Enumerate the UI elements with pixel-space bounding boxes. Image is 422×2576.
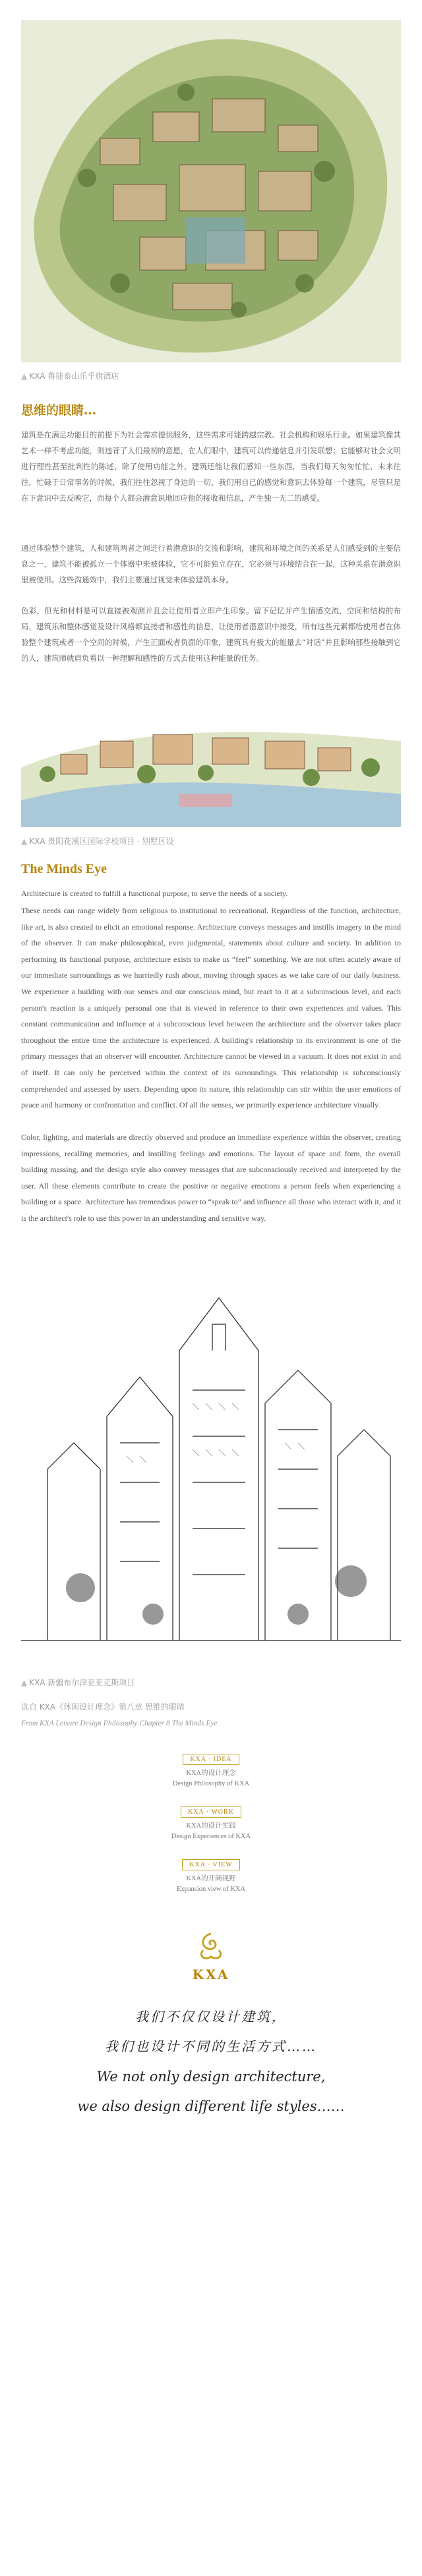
caption-triangle-icon: ▲: [21, 372, 28, 381]
paragraph-en-2: These needs can range widely from religious to institutional to recreational. Regardless of the function, architecture, like art, is also created to elicit an emotional response. Architecture conveys messages and instills imagery in the mind of the observer. It can make philosophical, even judgmental, statements about culture and society. In addition to performing its functional purpose, architecture exists to make us “feel” something. We are not often acutely aware of our immediate surroundings as we hurriedly rush about, moving through spaces as we take care of our daily business. We experience a building with our senses and our conscious mind, but react to it at a subconscious level, and each person's reaction is a uniquely personal one that is viewed in reference to their own experiences and values. This constant communication and influence at a subconscious level between the architecture and the observer takes place throughout the entire time the architecture is experienced. A building's relationship to its environment is one of the primary messages that an observer will encounter. Architecture cannot be viewed in a vacuum. It does not exist in and of itself. It can only be perceived within the context of its surroundings. This relationship is subconsciously comprehended and assessed by users. Depending upon its nature, this relationship can stir within the user emotions of peace and harmony or confrontation and conflict. Of all the senses, we primarily experience architecture visually.: [21, 906, 401, 1110]
slogan-en-2: we also design different life styles……: [77, 2098, 345, 2114]
section-title-en: The Minds Eye: [21, 862, 107, 876]
menu-badge-view: KXA · VIEW: [182, 1859, 239, 1870]
sketch-drawing-image: [21, 1272, 401, 1667]
menu-item-idea[interactable]: [0, 1752, 422, 1787]
source-cn: 选自 KXA《休闲设计理念》第八章 思维的眼睛: [21, 1702, 185, 1712]
kxa-logo: [0, 1930, 422, 1982]
menu-en-work: Design Experiences of KXA: [171, 1833, 251, 1840]
menu-badge-idea: KXA · IDEA: [183, 1754, 239, 1765]
paragraph-en-3: Color, lighting, and materials are directly observed and produce an immediate experience within the observer, creating impressions, recalling memories, and instilling feelings and emotions. The layout of space and form, the overall building massing, and the design style also convey messages that are subconsciously received and interpreted by the user. All these elements contribute to create the positive or negative emotions a person feels when experiencing a building or a space. Architecture has tremendous power to “speak to” and influence all those who interact with it, and it is the architect's role to use this power in an understanding and sensitive way.: [21, 1133, 401, 1223]
source-en: From KXA Leisure Design Philosophy Chapter 8 The Minds Eye: [21, 1720, 218, 1727]
sketch-drawing-svg: [21, 1272, 401, 1667]
menu-item-view[interactable]: [0, 1858, 422, 1893]
aerial-caption-text: KXA 鲁能泰山乐乎旗酒店: [29, 372, 119, 381]
paragraph-cn-3: 色彩，但光和材料是可以直接被观测并且会让使用者立即产生印象。留下记忆并产生情感交流，空间和结构的布局，建筑乐和整体感觉及设计风格都直接者和感性的信息，让使用者潜意识中接受，所有这些元素都给使用者在体验整个建筑或者一个空间的时候，产生正面或者负面的印象，建筑具有极大的能量去“对话”并且影响那些接触到它的人，建筑师就肩负着以一种理解和感性的方式去使用这种能量的任务。: [21, 606, 401, 663]
kxa-logo-text: KXA: [192, 1967, 230, 1982]
menu-badge-work: KXA · WORK: [181, 1806, 241, 1818]
aerial-caption: [21, 370, 119, 381]
menu-cn-view: KXA的开阔视野: [186, 1875, 236, 1882]
slogan-en-1: We not only design architecture,: [96, 2069, 326, 2085]
caption-triangle-icon: ▲: [21, 837, 28, 846]
slogan-cn-2: 我们也设计不同的生活方式……: [105, 2038, 317, 2054]
section-title-cn: 思维的眼睛…: [21, 403, 97, 418]
caption-triangle-icon: ▲: [21, 1678, 28, 1687]
aerial-rendering-svg: [21, 20, 401, 362]
river-caption-text: KXA 贵阳花溪区国际学校项目 · 别墅区设: [29, 837, 174, 846]
menu-en-view: Expansion view of KXA: [176, 1886, 246, 1893]
paragraph-en-1: Architecture is created to fulfill a functional purpose, to serve the needs of a society.: [21, 889, 288, 898]
sketch-caption-text: KXA 新疆布尔津亚亚克斯项目: [29, 1678, 135, 1687]
menu-item-work[interactable]: [0, 1805, 422, 1840]
kxa-logo-mark-icon: [191, 1930, 231, 1963]
menu-cn-work: KXA的设计实践: [186, 1822, 236, 1830]
menu-cn-idea: KXA的设计理念: [186, 1770, 236, 1777]
menu-en-idea: Design Philosophy of KXA: [172, 1780, 250, 1787]
paragraph-cn-2: 通过体验整个建筑，人和建筑两者之间进行着潜意识的交流和影响，建筑和环境之间的关系是人们感受到的主要信息之一，建筑不能被孤立一个体器中来被体验，它不可能独立存在，它必须与环境结合在一起，这种关系在潜意识里被使用。这些沟通效中，我们主要通过视觉来体验建筑本身。: [21, 544, 401, 584]
river-caption: [21, 835, 174, 847]
sketch-caption: [21, 1677, 135, 1688]
paragraph-cn-1: 建筑是在满足功能目的前提下为社会需求提供服务，这些需求可能跨越宗教、社会机构和娱乐行业。如果建筑像其艺术一样不考虑功能，则违背了人们最初的意愿，在人们眼中，建筑可以传递信息并引发联想；它能够对社会文明进行理性甚至批判性的陈述，除了使用功能之外，建筑还能让我们感知一些东西，当我们每天匆匆忙忙，未来往往，忙碌于日常事务的时候，我们往往忽视了身边的一切，我们用自己的感觉和意识去体验每一个建筑，尽管只是在下意识中去反映它，而每个人都会潜意识地回应他的接收和信息，产生独一无二的感受。: [21, 430, 401, 503]
aerial-rendering-image: [21, 20, 401, 362]
riverside-rendering-image: [21, 695, 401, 827]
slogan-cn-1: 我们不仅仅设计建筑，: [135, 2009, 287, 2025]
riverside-rendering-svg: [21, 695, 401, 827]
